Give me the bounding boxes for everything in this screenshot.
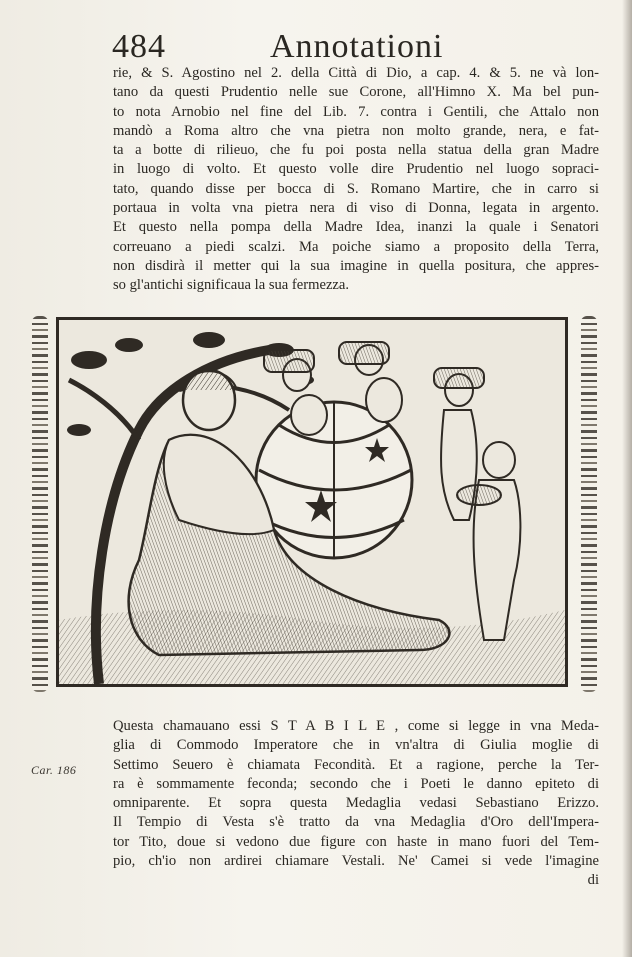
text-line: to nota Arnobio nel fine del Lib. 7. contra i Gentili, che Attalo non: [113, 103, 599, 120]
text-line: rie, & S. Agostino nel 2. della Città di Dio, a cap. 4. & 5. ne và lon-: [113, 65, 599, 81]
running-title: Annotationi: [270, 28, 444, 65]
text-line: pio, ch'io non ardirei chiamare Vestali. Ne' Camei si vede l'imagine: [113, 853, 599, 870]
woodcut-drawing: [59, 320, 565, 684]
text-line: Settimo Seuero è chiamata Fecondità. Et a ragione, perche la Ter-: [113, 756, 599, 773]
margin-note: Car. 186: [31, 763, 77, 777]
text-line: glia di Commodo Imperatore che in vn'altra di Giulia moglie di: [113, 737, 599, 754]
text-line: so gl'antichi significaua la sua fermezza.: [113, 277, 350, 294]
paragraph-bottom: [113, 717, 599, 891]
text-line: in luogo di volto. Et questo volle dire Prudentio nel luogo sopraci-: [113, 161, 599, 178]
text-line: Et questo nella pompa della Madre Idea, inanzi la quale i Senatori: [113, 219, 599, 236]
ornamental-border-left: [32, 316, 48, 692]
text-line: omniparente. Et sopra questa Medaglia vedasi Sebastiano Erizzo.: [113, 795, 599, 812]
text-line: non disdirà il metter qui la sua imagine in quella positura, che appres-: [113, 257, 599, 274]
paragraph-top: [113, 64, 599, 296]
catchword: di: [587, 872, 599, 889]
ornamental-border-right: [581, 316, 597, 692]
text-line: tano da questi Prudentio nelle sue Corone, all'Himno X. Ma bel pun-: [113, 84, 599, 101]
text-line: ra è sommamente feconda; secondo che i Poeti le danno epiteto di: [113, 775, 599, 792]
text-line: tor Tito, doue si vedono due figure con haste in mano fuori del Tem-: [113, 833, 599, 850]
page-number: 484: [112, 28, 166, 65]
woodcut-illustration: [56, 317, 568, 687]
text-line: tato, quando disse per bocca di S. Romano Martire, che in carro si: [113, 180, 599, 197]
page-edge-shadow: [622, 0, 632, 957]
text-line: correuano a piedi scalzi. Ma poiche siamo a proposito della Terra,: [113, 238, 599, 255]
text-line: Il Tempio di Vesta s'è tratto da vna Medaglia d'Oro dell'Impera-: [113, 814, 599, 831]
running-header: [112, 28, 592, 68]
text-line: portaua in volta vna pietra nera di viso di Donna, legata in argento.: [113, 200, 599, 217]
text-line: mandò a Roma altro che vna pietra non molto grande, nera, e fat-: [113, 122, 599, 139]
text-line: ta a botte di rilieuo, che fu poi posta nella statua della gran Madre: [113, 142, 599, 159]
text-line: Questa chamauano essi S T A B I L E , come si legge in vna Meda-: [113, 718, 599, 734]
